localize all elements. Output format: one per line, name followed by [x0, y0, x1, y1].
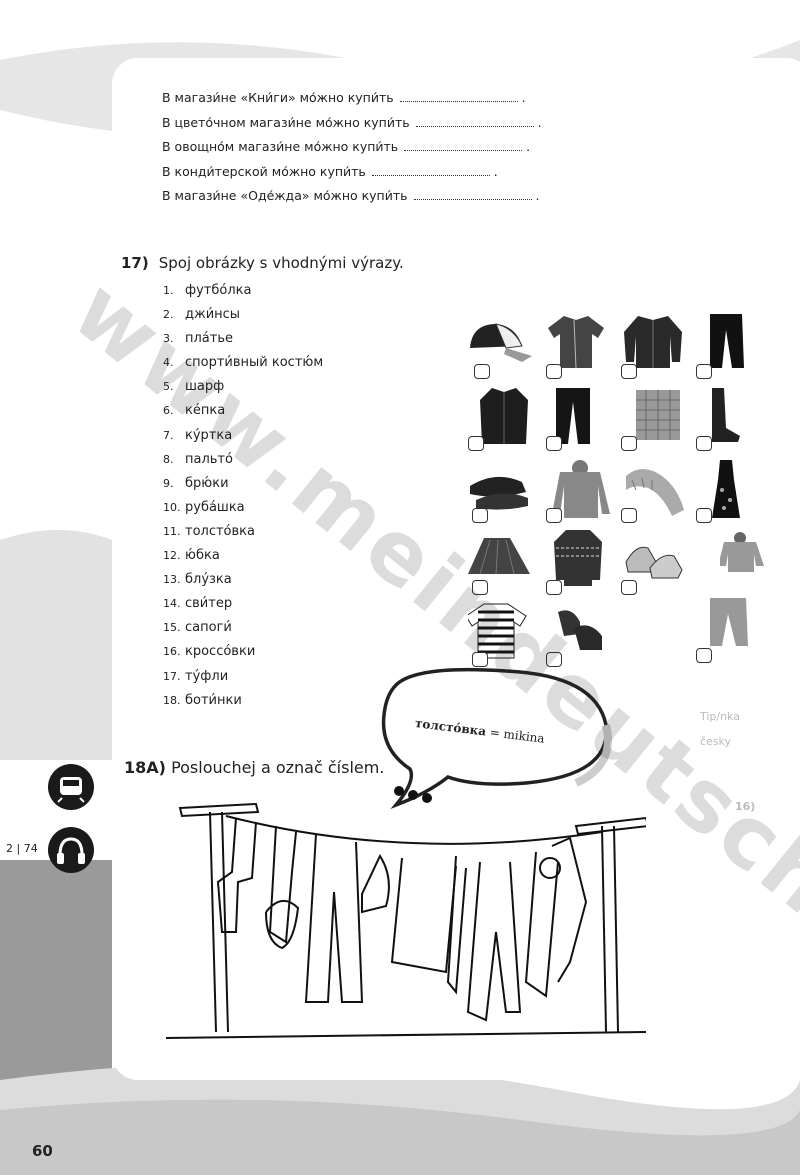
train-icon [48, 764, 94, 810]
answer-checkbox[interactable] [546, 580, 562, 595]
list-item: 11. толсто́вка [163, 523, 255, 539]
audio-track-number: 2 | 74 [6, 842, 38, 855]
answer-checkbox[interactable] [468, 436, 484, 451]
list-item: 17. ту́фли [163, 668, 229, 684]
list-item: 9. брю́ки [163, 475, 229, 491]
list-item: 2. джи́нсы [163, 307, 241, 323]
bubble-text: толсто́вка = mikina [414, 716, 546, 746]
list-item: 12. ю́бка [163, 548, 220, 564]
boot-picture [706, 386, 772, 444]
list-item: 15. сапоги́ [163, 620, 232, 636]
checked-shirt-picture [632, 386, 698, 444]
list-item: 16. кроссо́вки [163, 644, 256, 660]
list-item: 1. футбо́лка [163, 283, 252, 298]
dress-picture [710, 460, 776, 518]
sweater-picture [552, 528, 618, 586]
trousers-picture [552, 386, 618, 444]
answer-checkbox[interactable] [621, 508, 637, 523]
answer-checkbox[interactable] [621, 436, 637, 451]
ghost-text: 16) [735, 800, 756, 813]
sentence: В овощно́м магази́не мо́жно купи́ть . [162, 139, 531, 154]
answer-checkbox[interactable] [546, 508, 562, 523]
headphones-icon [48, 827, 94, 873]
list-item: 18. боти́нки [163, 692, 242, 708]
trousers-picture [702, 312, 768, 370]
answer-checkbox[interactable] [621, 364, 637, 379]
list-item: 6. ке́пка [163, 403, 226, 419]
answer-checkbox[interactable] [474, 364, 490, 379]
tracksuit-picture [720, 532, 786, 590]
clothesline-drawing [166, 782, 646, 1042]
ghost-text: česky [700, 735, 732, 748]
list-item: 8. пальто́ [163, 451, 233, 467]
answer-checkbox[interactable] [696, 436, 712, 451]
sentence: В цвето́чном магази́не мо́жно купи́ть . [162, 114, 542, 130]
answer-checkbox[interactable] [546, 364, 562, 379]
sentence-list [162, 86, 542, 209]
answer-checkbox[interactable] [546, 436, 562, 451]
list-item: 4. спорти́вный костю́м [163, 355, 324, 371]
answer-checkbox[interactable] [696, 364, 712, 379]
list-item: 7. ку́ртка [163, 427, 233, 443]
ghost-text: Tip/nka [700, 710, 741, 723]
exercise-18a-title: 18A) Poslouchej a označ číslem. [124, 758, 385, 777]
sentence: В магази́не «Оде́жда» мо́жно купи́ть . [162, 188, 540, 203]
answer-checkbox[interactable] [621, 580, 637, 595]
sweatpants-picture [706, 596, 772, 654]
jacket-picture [620, 312, 686, 370]
list-item: 13. блу́зка [163, 572, 232, 588]
exercise-17-title: 17) Spoj obrázky s vhodnými výrazy. [121, 254, 404, 272]
coat-picture [476, 386, 542, 444]
list-item: 14. сви́тер [163, 596, 233, 612]
answer-checkbox[interactable] [696, 648, 712, 663]
shirt-picture [544, 312, 610, 370]
list-item: 3. пла́тье [163, 331, 234, 347]
page-number: 60 [32, 1142, 53, 1160]
sentence: В конди́терской мо́жно купи́ть . [162, 163, 498, 179]
cap-picture [466, 312, 532, 370]
list-item: 5. шарф [163, 379, 225, 395]
list-item: 10. руба́шка [163, 499, 245, 515]
answer-checkbox[interactable] [472, 508, 488, 523]
sentence: В магази́не «Кни́ги» мо́жно купи́ть . [162, 90, 526, 105]
answer-checkbox[interactable] [696, 508, 712, 523]
